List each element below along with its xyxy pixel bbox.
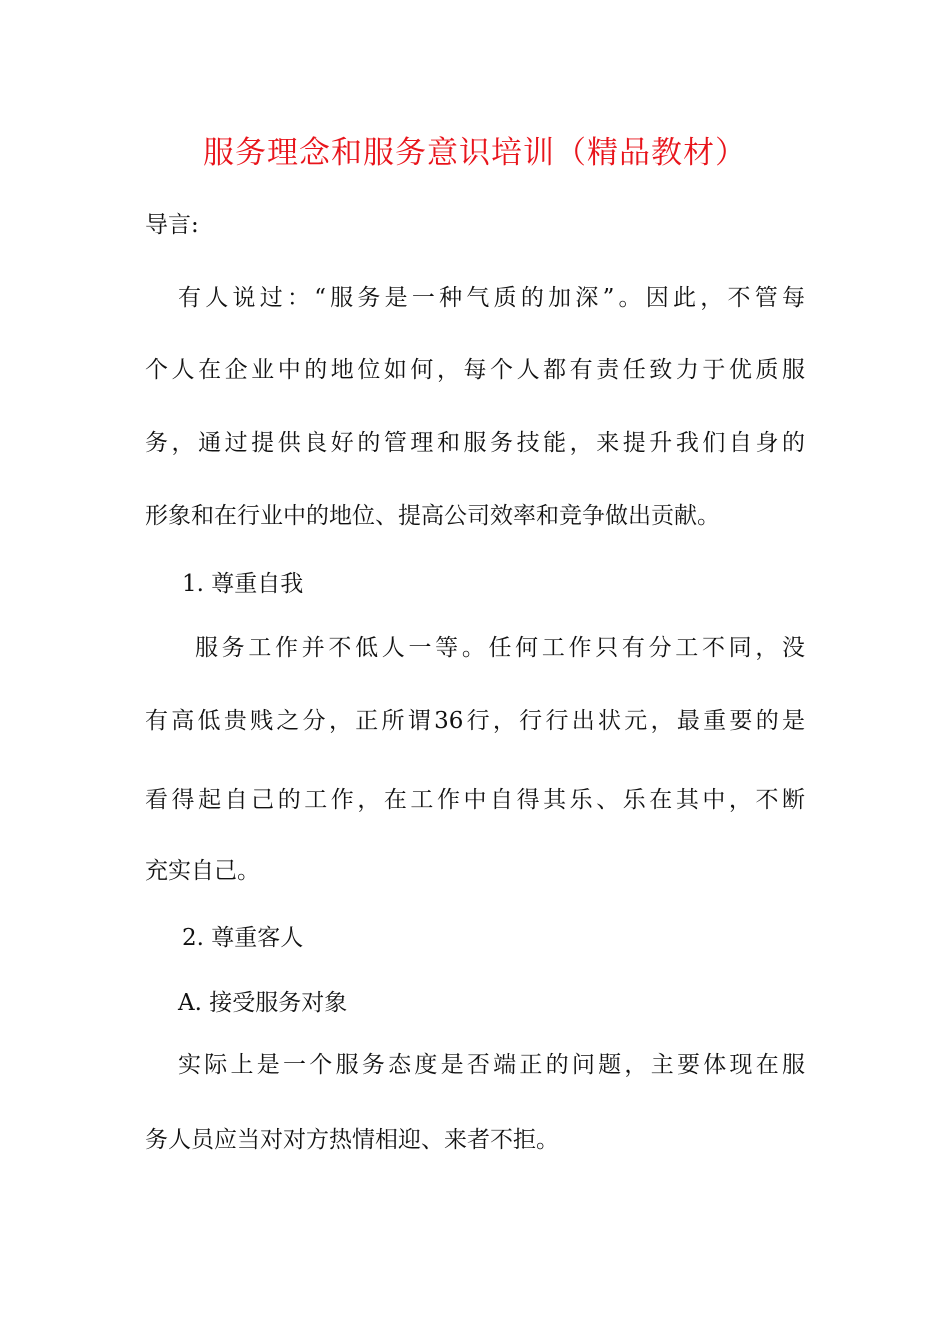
document-title: 服务理念和服务意识培训（精品教材） <box>203 135 747 171</box>
paragraph-line: 看得起自己的工作，在工作中自得其乐、乐在其中，不断 <box>145 787 805 813</box>
paragraph-line: 有高低贵贱之分，正所谓36行，行行出状元，最重要的是 <box>145 708 805 734</box>
paragraph-line: 务，通过提供良好的管理和服务技能，来提升我们自身的 <box>145 430 805 456</box>
paragraph-line: 务人员应当对对方热情相迎、来者不拒。 <box>145 1127 559 1153</box>
subsection-heading-a: A. 接受服务对象 <box>178 990 348 1016</box>
paragraph-line: 充实自己。 <box>145 858 260 884</box>
paragraph-line: 个人在企业中的地位如何，每个人都有责任致力于优质服 <box>145 357 805 383</box>
paragraph-line: 形象和在行业中的地位、提高公司效率和竞争做出贡献。 <box>145 503 720 529</box>
paragraph-line: 有人说过：“服务是一种气质的加深”。因此，不管每 <box>178 285 805 311</box>
paragraph-line: 实际上是一个服务态度是否端正的问题，主要体现在服 <box>178 1052 805 1078</box>
intro-heading: 导言: <box>145 212 199 238</box>
section-heading-2: 2. 尊重客人 <box>182 925 304 951</box>
section-heading-1: 1. 尊重自我 <box>182 571 304 597</box>
paragraph-line: 服务工作并不低人一等。任何工作只有分工不同，没 <box>195 635 805 661</box>
